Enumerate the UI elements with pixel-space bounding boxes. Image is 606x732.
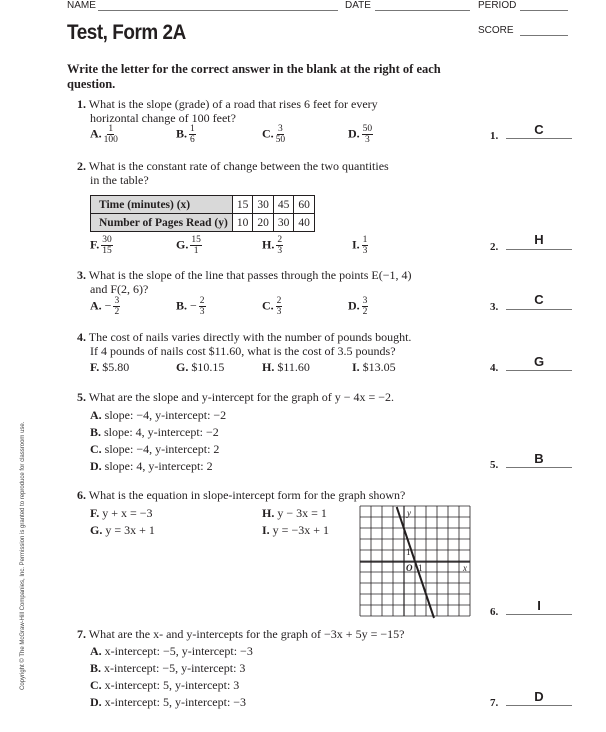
date-label: DATE xyxy=(345,0,371,11)
q4-option-g: G. $10.15 xyxy=(176,360,225,374)
answer-6: I xyxy=(537,598,541,613)
data-table xyxy=(90,195,315,232)
q2-option-i: I. $\frac{1}{3}$ xyxy=(352,235,368,256)
question-1: 1. What is the slope (grade) of a road that rises 6 feet for every horizontal change of 100 feet? xyxy=(77,97,378,125)
table-row: Time (minutes) (x) 15 30 45 60 xyxy=(91,196,315,214)
answer-blank-7[interactable] xyxy=(506,705,572,706)
q6-options-right: H. y − 3x = 1 I. y = −3x + 1 xyxy=(262,506,329,537)
answer-blank-4[interactable] xyxy=(506,370,572,371)
answer-blank-5[interactable] xyxy=(506,467,572,468)
answer-number-4: 4. xyxy=(490,362,499,374)
coordinate-graph xyxy=(357,503,473,619)
q4-option-f: F. $5.80 xyxy=(90,360,130,374)
q2-option-f: F. $\frac{30}{15}$ xyxy=(90,235,112,256)
q7-options: A. x-intercept: −5, y-intercept: −3 B. x-intercept: −5, y-intercept: 3 C. x-intercept: 5, y-intercept: 3 D. x-intercept: 5, y-intercept: −3 xyxy=(90,644,253,709)
name-field[interactable] xyxy=(98,10,338,11)
period-label: PERIOD xyxy=(478,0,517,11)
q1-option-c: C. $\frac{3}{50}$ xyxy=(262,124,286,145)
q6-options-left: F. y + x = −3 G. y = 3x + 1 xyxy=(90,506,155,537)
q3-option-a: A. − $\frac{3}{2}$ xyxy=(90,296,120,317)
q1-option-d: D. $\frac{50}{3}$ xyxy=(348,124,373,145)
q4-option-i: I. $13.05 xyxy=(352,360,396,374)
answer-blank-1[interactable] xyxy=(506,138,572,139)
q1-option-a: A. $\frac{1}{100}$ xyxy=(90,124,118,145)
answer-blank-2[interactable] xyxy=(506,249,572,250)
answer-4: G xyxy=(533,354,545,369)
q1-option-b: B. $\frac{1}{6}$ xyxy=(176,124,195,145)
page-title: Test, Form 2A xyxy=(67,21,186,44)
answer-blank-3[interactable] xyxy=(506,309,572,310)
q3-option-c: C. $\frac{2}{3}$ xyxy=(262,296,282,317)
answer-1: C xyxy=(534,122,544,137)
period-field[interactable] xyxy=(520,10,568,11)
answer-3: C xyxy=(534,292,544,307)
q4-option-h: H. $11.60 xyxy=(262,360,310,374)
q3-option-d: D. $\frac{3}{2}$ xyxy=(348,296,368,317)
x-tick-label: 1 xyxy=(418,563,423,573)
q2-option-g: G. $\frac{15}{1}$ xyxy=(176,235,201,256)
answer-2: H xyxy=(534,232,544,247)
name-label: NAME xyxy=(67,0,96,11)
q3-option-b: B. − $\frac{2}{3}$ xyxy=(176,296,205,317)
answer-7: D xyxy=(534,689,544,704)
question-2: 2. What is the constant rate of change between the two quantities in the table? xyxy=(77,159,389,187)
q2-option-h: H. $\frac{2}{3}$ xyxy=(262,235,283,256)
answer-number-3: 3. xyxy=(490,301,499,313)
answer-number-1: 1. xyxy=(490,130,499,142)
origin-label: O xyxy=(406,563,413,573)
answer-number-2: 2. xyxy=(490,241,499,253)
y-axis-label: y xyxy=(407,508,411,518)
answer-number-6: 6. xyxy=(490,606,499,618)
score-label: SCORE xyxy=(478,25,514,36)
answer-blank-6[interactable] xyxy=(506,614,572,615)
question-4: 4. The cost of nails varies directly with the number of pounds bought. If 4 pounds of nails cost $11.60, what is the cost of 3.5 pounds? xyxy=(77,330,412,358)
y-tick-label: 1 xyxy=(406,547,411,557)
answer-5: B xyxy=(534,451,544,466)
q5-options: A. slope: −4, y-intercept: −2 B. slope: 4, y-intercept: −2 C. slope: −4, y-intercept: 2 D. slope: 4, y-intercept: 2 xyxy=(90,408,227,473)
question-7: 7. What are the x- and y-intercepts for the graph of −3x + 5y = −15? xyxy=(77,627,405,641)
answer-number-7: 7. xyxy=(490,697,499,709)
question-5: 5. What are the slope and y-intercept for the graph of y − 4x = −2. xyxy=(77,390,394,404)
score-field[interactable] xyxy=(520,35,568,36)
question-3: 3. What is the slope of the line that passes through the points E(−1, 4) and F(2, 6)? xyxy=(77,268,412,296)
copyright-notice: Copyright © The McGraw-Hill Companies, Inc. Permission is granted to reproduce for classroom use. xyxy=(20,421,26,690)
instructions: Write the letter for the correct answer in the blank at the right of each question. xyxy=(67,62,441,91)
x-axis-label: x xyxy=(463,563,467,573)
question-6: 6. What is the equation in slope-intercept form for the graph shown? xyxy=(77,488,406,502)
answer-number-5: 5. xyxy=(490,459,499,471)
table-row: Number of Pages Read (y) 10 20 30 40 xyxy=(91,214,315,232)
date-field[interactable] xyxy=(375,10,470,11)
